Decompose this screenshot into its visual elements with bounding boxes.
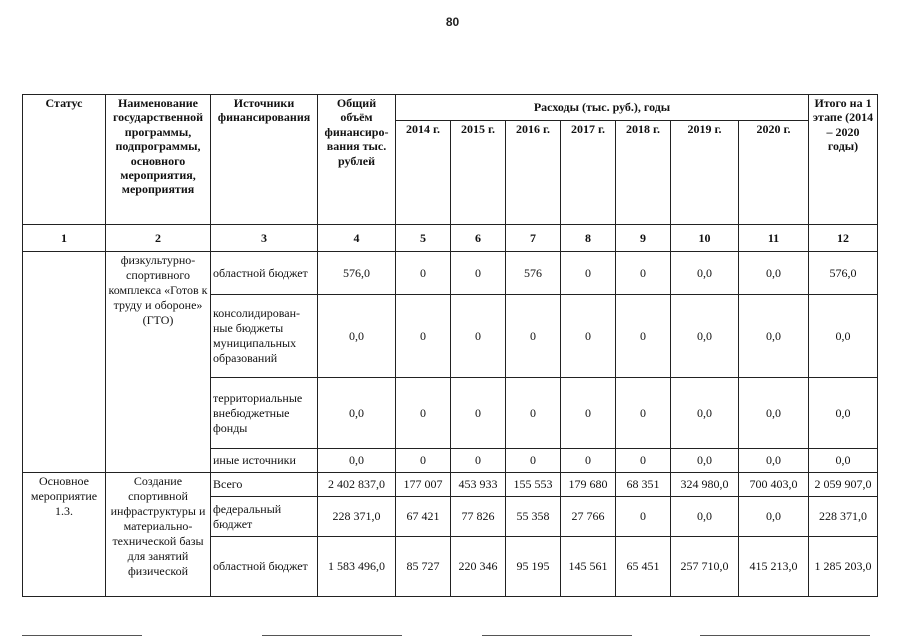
value-cell: 0 [451,449,506,473]
value-cell: 576,0 [809,252,878,295]
value-cell: 77 826 [451,497,506,537]
value-cell: 220 346 [451,537,506,597]
column-number: 9 [616,225,671,252]
table-row [23,473,878,497]
value-cell: 55 358 [506,497,561,537]
name-cell: Создание спортивной инфраструктуры и материально-технической базы для занятий физической [106,473,211,597]
value-cell: 67 421 [396,497,451,537]
value-cell: 177 007 [396,473,451,497]
value-cell: 0,0 [671,497,739,537]
header-year: 2016 г. [506,121,561,225]
column-number: 11 [739,225,809,252]
value-cell: 0,0 [739,378,809,449]
column-number: 8 [561,225,616,252]
value-cell: 324 980,0 [671,473,739,497]
value-cell: 0 [561,252,616,295]
value-cell: 576 [506,252,561,295]
value-cell: 0,0 [318,295,396,378]
value-cell: 68 351 [616,473,671,497]
value-cell: 0 [451,378,506,449]
header-year: 2019 г. [671,121,739,225]
table-row [23,252,878,295]
header-year: 2018 г. [616,121,671,225]
value-cell: 415 213,0 [739,537,809,597]
column-number: 10 [671,225,739,252]
value-cell: 0 [506,378,561,449]
status-cell [23,252,106,473]
value-cell: 576,0 [318,252,396,295]
value-cell: 27 766 [561,497,616,537]
header-total: Общий объём финансиро-вания тыс. рублей [318,95,396,225]
value-cell: 155 553 [506,473,561,497]
value-cell: 0,0 [671,378,739,449]
value-cell: 0,0 [318,449,396,473]
value-cell: 228 371,0 [809,497,878,537]
column-number: 2 [106,225,211,252]
value-cell: 0,0 [671,295,739,378]
value-cell: 95 195 [506,537,561,597]
value-cell: 0 [616,378,671,449]
value-cell: 0 [396,449,451,473]
column-number: 4 [318,225,396,252]
header-expenses: Расходы (тыс. руб.), годы [396,95,809,121]
value-cell: 145 561 [561,537,616,597]
header-name: Наименование государственной программы, подпрограммы, основного мероприятия, мероприятия [106,95,211,225]
value-cell: 179 680 [561,473,616,497]
value-cell: 0 [506,295,561,378]
source-cell: федеральный бюджет [211,497,318,537]
column-number: 3 [211,225,318,252]
value-cell: 0 [506,449,561,473]
value-cell: 0 [561,295,616,378]
page-number: 80 [445,15,460,29]
value-cell: 0,0 [671,449,739,473]
value-cell: 0 [561,378,616,449]
budget-table [22,94,878,597]
status-cell: Основное мероприятие 1.3. [23,473,106,597]
value-cell: 0 [561,449,616,473]
value-cell: 0 [616,449,671,473]
scan-edge-line [700,635,870,636]
source-cell: Всего [211,473,318,497]
value-cell: 0,0 [739,449,809,473]
value-cell: 2 059 907,0 [809,473,878,497]
source-cell: иные источники [211,449,318,473]
value-cell: 0 [396,295,451,378]
value-cell: 0,0 [809,378,878,449]
scan-edge-line [262,635,402,636]
header-year: 2020 г. [739,121,809,225]
header-sources: Источники финансирования [211,95,318,225]
value-cell: 0 [616,497,671,537]
header-status: Статус [23,95,106,225]
value-cell: 1 285 203,0 [809,537,878,597]
value-cell: 2 402 837,0 [318,473,396,497]
value-cell: 0 [616,252,671,295]
value-cell: 700 403,0 [739,473,809,497]
value-cell: 0,0 [739,497,809,537]
value-cell: 0,0 [739,295,809,378]
value-cell: 0,0 [739,252,809,295]
name-cell: физкультурно-спортивного комплекса «Готов к труду и обороне» (ГТО) [106,252,211,473]
scan-edge-line [22,635,142,636]
value-cell: 0 [451,252,506,295]
value-cell: 0 [451,295,506,378]
value-cell: 85 727 [396,537,451,597]
source-cell: областной бюджет [211,537,318,597]
value-cell: 257 710,0 [671,537,739,597]
header-stage-total: Итого на 1 этапе (2014 – 2020 годы) [809,95,878,225]
source-cell: территориальные внебюджетные фонды [211,378,318,449]
scan-edge-line [482,635,632,636]
header-year: 2017 г. [561,121,616,225]
value-cell: 0 [616,295,671,378]
value-cell: 453 933 [451,473,506,497]
column-number: 12 [809,225,878,252]
column-number: 5 [396,225,451,252]
value-cell: 65 451 [616,537,671,597]
value-cell: 0,0 [318,378,396,449]
column-number: 6 [451,225,506,252]
header-year: 2015 г. [451,121,506,225]
value-cell: 0,0 [671,252,739,295]
value-cell: 0,0 [809,295,878,378]
value-cell: 1 583 496,0 [318,537,396,597]
source-cell: областной бюджет [211,252,318,295]
value-cell: 0,0 [809,449,878,473]
value-cell: 0 [396,378,451,449]
column-number: 7 [506,225,561,252]
value-cell: 0 [396,252,451,295]
column-number: 1 [23,225,106,252]
value-cell: 228 371,0 [318,497,396,537]
source-cell: консолидирован-ные бюджеты муниципальных образований [211,295,318,378]
header-year: 2014 г. [396,121,451,225]
